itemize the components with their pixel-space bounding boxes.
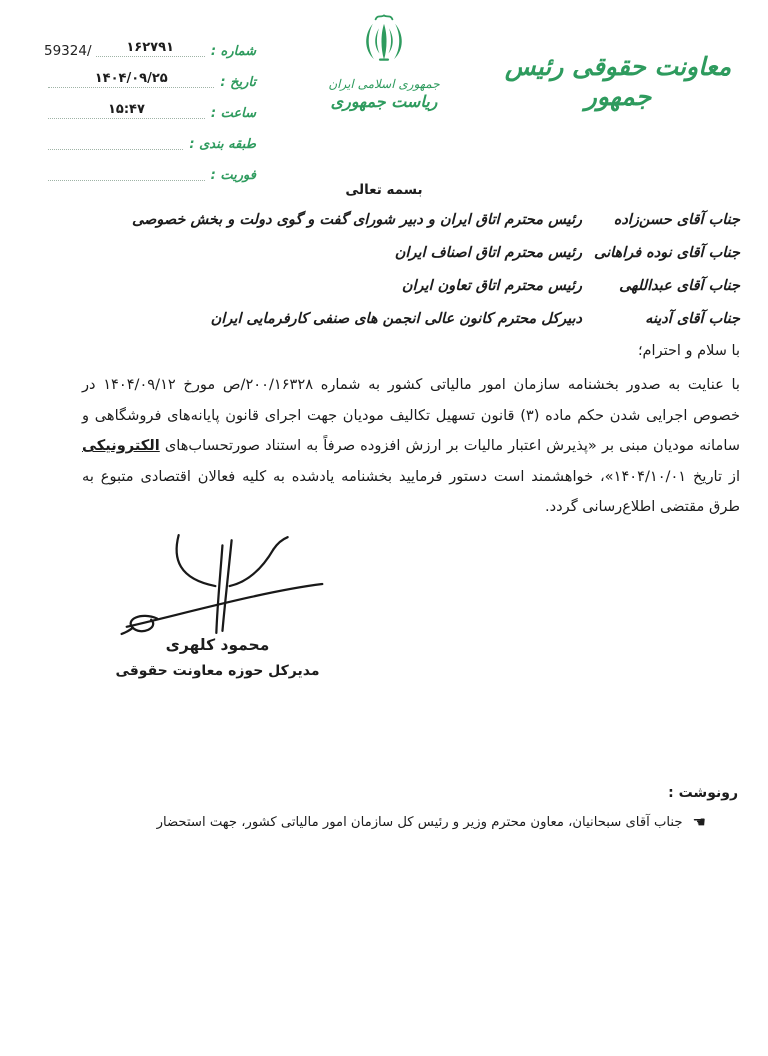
recipients-list (55, 212, 740, 344)
signer-title: مدیرکل حوزه معاونت حقوقی (115, 663, 320, 679)
field-date-dotted-line (48, 67, 214, 88)
letterhead-center (304, 12, 464, 111)
iran-national-emblem-icon (356, 12, 412, 76)
recipient-row (55, 278, 740, 300)
field-urgency-dotted-line (48, 160, 205, 181)
recipient-row (55, 212, 740, 234)
recipient-title: رئیس محترم اتاق تعاون ایران (401, 278, 582, 294)
recipient-title: رئیس محترم اتاق ایران و دبیر شورای گفت و گوی دولت و بخش خصوصی (131, 212, 582, 228)
field-number (44, 36, 256, 59)
recipient-name: جناب آقای نوده فراهانی (593, 245, 740, 261)
recipient-row (55, 311, 740, 333)
field-classification-dotted-line (48, 129, 183, 150)
body-text-after: از تاریخ ۱۴۰۴/۱۰/۰۱»، خواهشمند است دستور فرمایید بخشنامه یادشده به کلیه فعالان اقتصادی متبوع به طرق مقتضی اطلاع‌رسانی گردد. (82, 467, 741, 515)
recipient-title: دبیرکل محترم کانون عالی انجمن های صنفی کارفرمایی ایران (210, 311, 582, 327)
field-time (44, 98, 256, 121)
salutation-line: با سلام و احترام؛ (637, 343, 740, 359)
recipient-name: جناب آقای آدینه (645, 311, 740, 327)
field-time-dotted-line (48, 98, 205, 119)
emblem-caption-republic: جمهوری اسلامی ایران (328, 77, 440, 91)
pointing-hand-bullet-icon: ☚ (692, 813, 706, 831)
letter-body-paragraph (82, 370, 740, 523)
field-classification (44, 129, 256, 152)
field-number-secondary-value: 59324/ (44, 43, 92, 60)
cc-recipient-text: جناب آقای سبحانیان، معاون محترم وزیر و رئیس کل سازمان امور مالیاتی کشور، جهت استحضار (156, 815, 683, 830)
handwritten-signature-icon (120, 528, 330, 638)
field-date-label: تاریخ : (220, 74, 256, 90)
letter-reference-block (44, 36, 256, 191)
emblem-caption-presidency: ریاست جمهوری (330, 92, 438, 111)
cc-recipient-line (157, 813, 706, 831)
field-urgency-label: فوریت : (210, 167, 256, 183)
recipient-name: جناب آقای حسن‌زاده (613, 212, 740, 228)
field-date-value: ۱۴۰۴/۰۹/۲۵ (94, 71, 168, 87)
recipient-title: رئیس محترم اتاق اصناف ایران (394, 245, 582, 261)
field-urgency (44, 160, 256, 183)
field-number-label: شماره : (210, 43, 256, 59)
field-number-value: ۱۶۲۷۹۱ (126, 40, 174, 56)
recipient-name: جناب آقای عبداللهی (619, 278, 740, 294)
besmellah-invocation: بسمه تعالی (345, 182, 423, 198)
recipient-row (55, 245, 740, 267)
field-time-value: ۱۵:۴۷ (107, 102, 145, 118)
signer-name: محمود کلهری (165, 636, 270, 654)
field-time-label: ساعت : (210, 105, 256, 121)
legal-deputy-calligraphy: معاونت حقوقی رئیس جمهور (504, 52, 732, 111)
field-number-dotted-line (96, 36, 205, 57)
field-date (44, 67, 256, 90)
field-classification-label: طبقه بندی : (189, 136, 256, 152)
body-text-underlined-electronic: الکترونیکی (82, 437, 160, 454)
body-text-before: با عنایت به صدور بخشنامه سازمان امور مالیاتی کشور به شماره ۲۰۰/۱۶۳۲۸/ص مورخ ۱۴۰۴/۰۹/۱۲ در خصوص اجرایی شدن حکم ماده (۳) قانون تسهیل تکالیف مودیان جهت اجرای قانون پایانه‌های فروشگاهی و سامانه مودیان مبنی بر «پذیرش اعتبار مالیات بر ارزش افزوده صرفاً به استناد صورتحساب‌های (82, 376, 740, 454)
cc-section-label: رونوشت : (668, 785, 738, 801)
